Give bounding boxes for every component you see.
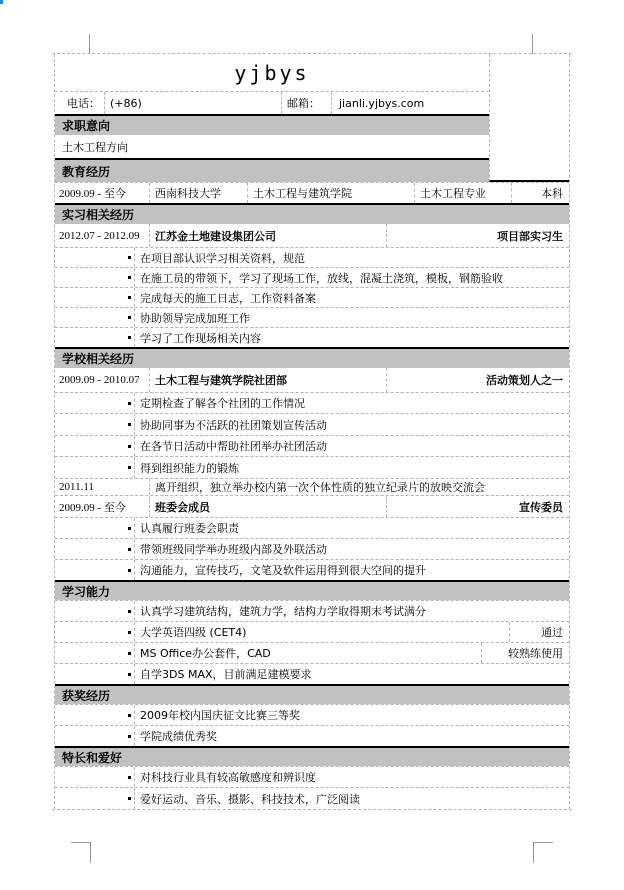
bullet-cell [55,268,134,287]
bullet-cell [55,288,134,307]
bullet-icon [128,445,131,448]
bullet-cell [55,436,134,456]
phone-label: 电话： [67,97,100,110]
learning-row [55,600,569,621]
internship-entry-row [55,224,569,247]
bullet-icon [128,466,131,469]
bullet-icon [128,256,131,259]
bullet-text: 学习了工作现场相关内容 [134,328,569,347]
bullet-row [55,307,569,327]
learning-text: 自学3DS MAX，目前满足建模要求 [134,664,569,684]
bullet-row [55,267,569,287]
learning-note: 较熟练使用 [481,643,569,663]
bullet-cell [55,601,134,621]
bullet-cell [55,767,134,787]
bullet-cell [55,518,134,538]
education-school: 西南科技大学 [149,183,247,203]
bullet-icon [128,714,131,717]
bullet-text: 在项目部认识学习相关资料，规范 [134,248,569,267]
bullet-icon [128,402,131,405]
section-header-learning: 学习能力 [55,580,569,600]
bullet-icon [128,336,131,339]
crop-mark-bottom-left [71,842,91,863]
bullet-icon [128,423,131,426]
school-note-text: 离开组织，独立举办校内第一次个体性质的独立纪录片的放映交流会 [149,479,569,495]
section-header-education: 教育经历 [55,158,489,182]
bullet-text: 学院成绩优秀奖 [134,726,569,746]
bullet-text: 认真履行班委会职责 [134,518,569,538]
education-row [55,182,569,203]
school-entry2-date: 2009.09 - 至今 [59,501,126,514]
bullet-text: 在施工员的带领下，学习了现场工作，放线，混凝土浇筑，模板，钢筋验收 [134,268,569,287]
contact-row [55,92,489,114]
section-header-awards: 获奖经历 [55,684,569,704]
bullet-cell [55,560,134,580]
crop-mark-bottom-right [533,842,553,863]
bullet-icon [128,276,131,279]
school-entry1-date: 2009.09 - 2010.07 [59,374,140,386]
bullet-icon [128,296,131,299]
bullet-cell [55,705,134,725]
bullet-text: 爱好运动、音乐、摄影、科技技术，广泛阅读 [134,788,569,809]
email-value: jianli.yjbys.com [331,92,489,114]
learning-note: 通过 [509,622,569,642]
bullet-cell [55,414,134,435]
bullet-icon [128,527,131,530]
bullet-icon [128,548,131,551]
bullet-cell [55,457,134,478]
internship-org: 江苏金土地建设集团公司 [149,224,386,247]
bullet-row [55,327,569,347]
crop-mark-top-left [89,34,90,54]
bullet-text: 定期检查了解各个社团的工作情况 [134,393,569,413]
bullet-cell [55,788,134,809]
learning-row [55,642,569,663]
bullet-cell [55,664,134,684]
bullet-icon [128,776,131,779]
education-degree: 本科 [511,183,569,203]
bullet-row [55,517,569,538]
learning-text: 大学英语四级 (CET4) [134,622,509,642]
email-label: 邮箱： [281,92,331,114]
corner-artifact [0,0,3,4]
section-header-internship: 实习相关经历 [55,203,569,224]
learning-text: MS Office办公套件，CAD [134,643,481,663]
learning-text: 认真学习建筑结构，建筑力学，结构力学取得期末考试满分 [134,601,569,621]
resume-table [54,54,570,809]
bullet-text: 协助领导完成加班工作 [134,308,569,327]
bullet-row [55,287,569,307]
crop-mark-top-right [532,34,533,54]
top-left-column [55,54,489,182]
internship-date: 2012.07 - 2012.09 [59,229,140,242]
bullet-icon [128,797,131,800]
bullet-row [55,766,569,787]
bullet-row [55,787,569,809]
text-boundary-bottom [52,809,572,810]
bullet-cell [55,308,134,327]
bullet-cell [55,643,134,663]
bullet-row [55,392,569,413]
phone-value: (+86) [104,92,281,114]
school-note-date: 2011.11 [59,481,94,493]
bullet-row [55,435,569,456]
school-entry2-role: 宣传委员 [386,496,569,517]
section-header-job-intent: 求职意向 [55,114,489,135]
bullet-cell [55,726,134,746]
learning-row [55,663,569,684]
photo-placeholder [489,54,569,182]
bullet-row [55,725,569,746]
bullet-text: 在各节日活动中帮助社团举办社团活动 [134,436,569,456]
learning-row [55,621,569,642]
bullet-text: 得到组织能力的锻炼 [134,457,569,478]
bullet-icon [128,316,131,319]
bullet-text: 对科技行业具有较高敏感度和辨识度 [134,767,569,787]
bullet-row [55,704,569,725]
bullet-cell [55,328,134,347]
bullet-row [55,413,569,435]
school-note-row [55,478,569,495]
job-intent-value: 土木工程方向 [62,140,128,154]
bullet-row [55,456,569,478]
school-entry2-row [55,495,569,517]
bullet-icon [128,735,131,738]
bullet-cell [55,248,134,267]
top-block [55,54,569,182]
bullet-row [55,247,569,267]
bullet-text: 带领班级同学举办班级内部及外联活动 [134,539,569,559]
school-entry1-row [55,368,569,392]
bullet-row [55,559,569,580]
school-entry1-role: 活动策划人之一 [386,368,569,392]
internship-role: 项目部实习生 [386,224,569,247]
page-title: yjbys [55,54,489,92]
bullet-cell [55,539,134,559]
bullet-text: 沟通能力，宣传技巧，文笔及软件运用得到很大空间的提升 [134,560,569,580]
section-header-school-exp: 学校相关经历 [55,347,569,368]
bullet-text: 协助同事为不活跃的社团策划宣传活动 [134,414,569,435]
section-header-hobbies: 特长和爱好 [55,746,569,766]
bullet-cell [55,622,134,642]
school-entry2-org: 班委会成员 [149,496,386,517]
education-date: 2009.09 - 至今 [59,188,126,200]
bullet-row [55,538,569,559]
education-major: 土木工程专业 [414,183,511,203]
bullet-text: 完成每天的施工日志，工作资料备案 [134,288,569,307]
education-college: 土木工程与建筑学院 [247,183,414,203]
bullet-icon [128,652,131,655]
bullet-icon [128,610,131,613]
bullet-icon [128,631,131,634]
school-entry1-org: 土木工程与建筑学院社团部 [149,368,386,392]
bullet-icon [128,569,131,572]
bullet-text: 2009年校内国庆征文比赛三等奖 [134,705,569,725]
bullet-icon [128,673,131,676]
bullet-cell [55,393,134,413]
